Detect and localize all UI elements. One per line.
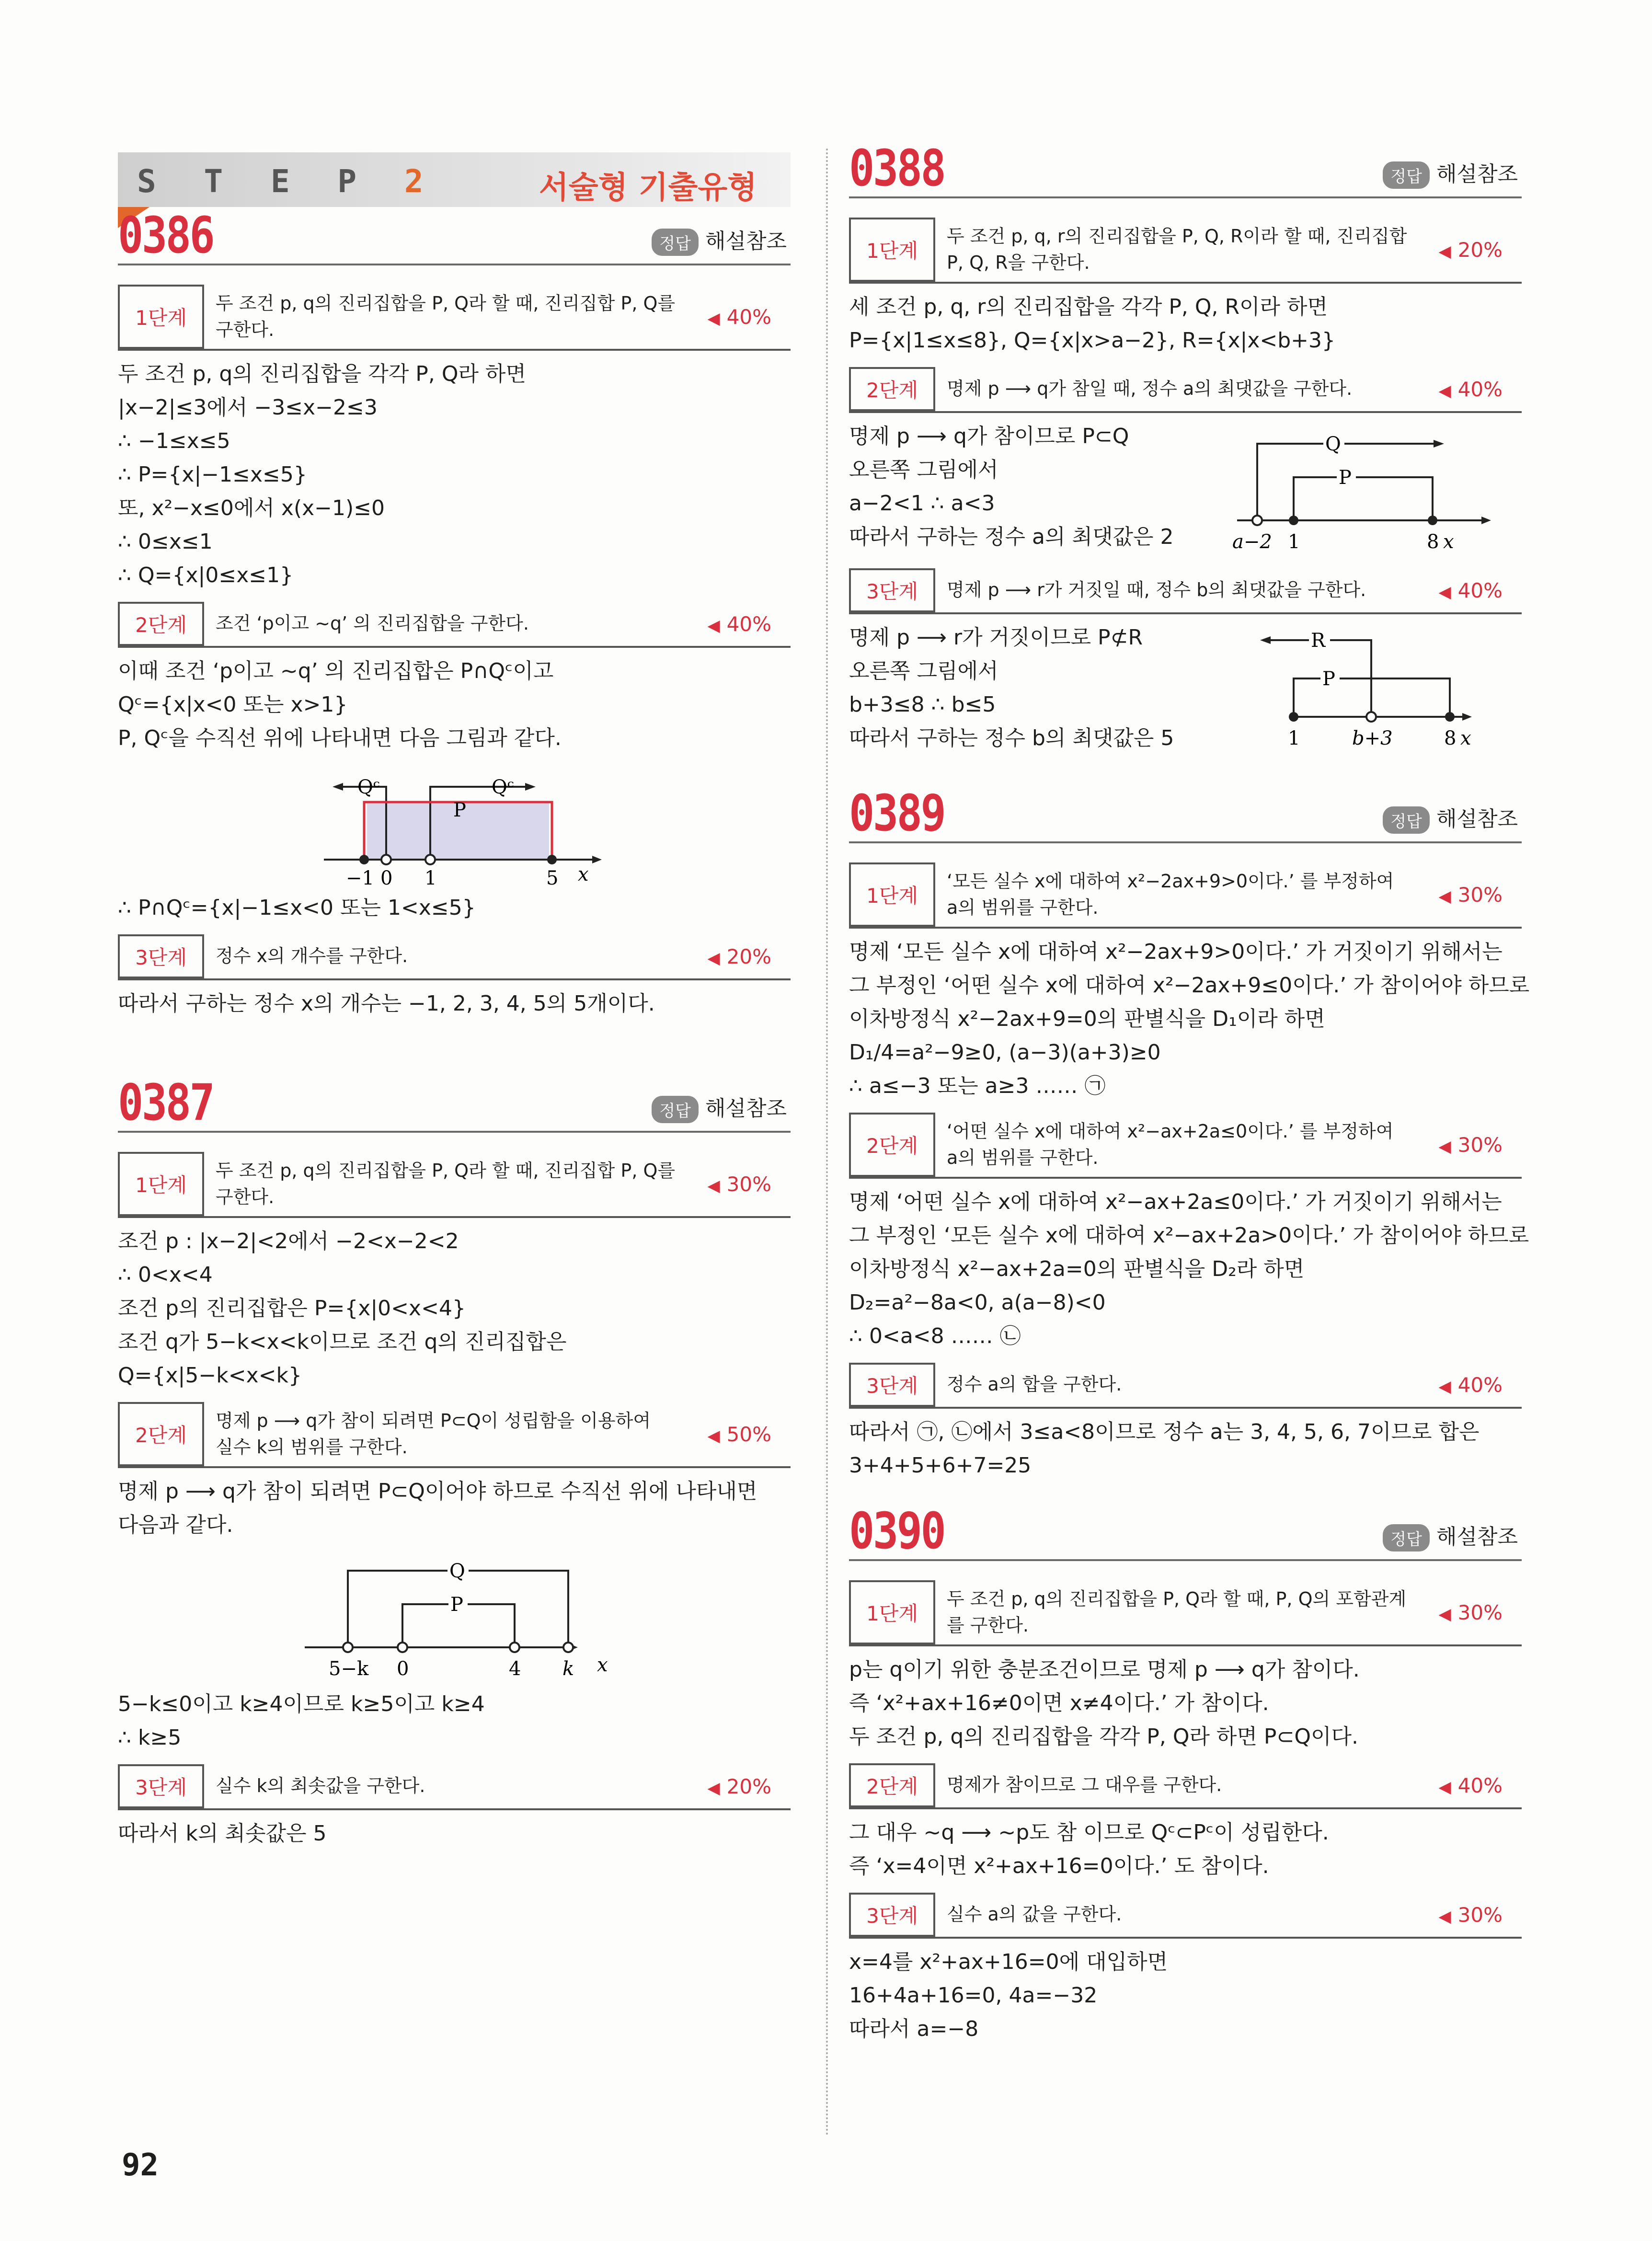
stage-percent: 20% bbox=[1457, 238, 1503, 262]
stage-3 bbox=[849, 568, 1522, 614]
text-line: ∴ 0≤x≤1 bbox=[118, 529, 213, 554]
stage-2 bbox=[849, 1113, 1522, 1179]
answer-badge: 정답 bbox=[1383, 1524, 1430, 1551]
stage-tag: 1단계 bbox=[849, 1580, 935, 1644]
text-line: ∴ Q={x|0≤x≤1} bbox=[118, 563, 294, 587]
text-line: ∴ P={x|−1≤x≤5} bbox=[118, 462, 307, 487]
point-0 bbox=[398, 1643, 407, 1652]
stage-3 bbox=[849, 1893, 1522, 1939]
stage-percent: 30% bbox=[1457, 1133, 1503, 1157]
stage-tag: 3단계 bbox=[118, 1764, 204, 1808]
text-line: P={x|1≤x≤8}, Q={x|x>a−2}, R={x|x<b+3} bbox=[849, 328, 1336, 353]
problem-number: 0387 bbox=[118, 1073, 214, 1132]
q-arrow bbox=[1434, 440, 1444, 448]
text-line: ∴ −1≤x≤5 bbox=[118, 429, 230, 453]
axis-label: x bbox=[1460, 727, 1471, 749]
stage-tag: 3단계 bbox=[849, 1363, 935, 1407]
point-4 bbox=[510, 1643, 519, 1652]
stage-desc: a의 범위를 구한다. bbox=[947, 1147, 1099, 1168]
stage-percent: 40% bbox=[1457, 377, 1503, 401]
stage-tag: 1단계 bbox=[849, 862, 935, 927]
label-q: Q bbox=[449, 1560, 465, 1582]
axis-label: x bbox=[1443, 531, 1454, 553]
text-line: 5−k≤0이고 k≥4이므로 k≥5이고 k≥4 bbox=[118, 1692, 485, 1716]
problem-header-0389 bbox=[849, 784, 1522, 843]
text-line: ∴ k≥5 bbox=[118, 1725, 182, 1750]
text-line: 오른쪽 그림에서 bbox=[849, 458, 998, 482]
answer-badge: 정답 bbox=[1383, 161, 1430, 189]
text-line: 이차방정식 x²−2ax+9=0의 판별식을 D₁이라 하면 bbox=[849, 1007, 1325, 1031]
text-line: 조건 p : |x−2|<2에서 −2<x−2<2 bbox=[118, 1229, 459, 1253]
point-a-2 bbox=[1252, 516, 1262, 525]
column-divider bbox=[826, 149, 828, 2137]
tick-label: 1 bbox=[424, 867, 437, 889]
pointer-icon: ◀ bbox=[1438, 1137, 1451, 1156]
tick-label: b+3 bbox=[1352, 727, 1393, 749]
text-line: 오른쪽 그림에서 bbox=[849, 659, 998, 683]
step-banner bbox=[118, 152, 791, 207]
stage-desc: 실수 a의 값을 구한다. bbox=[947, 1904, 1122, 1925]
label-p: P bbox=[450, 1594, 463, 1616]
stage-3 bbox=[118, 1764, 791, 1810]
pointer-icon: ◀ bbox=[707, 1426, 720, 1446]
stage-desc: 두 조건 p, q의 진리집합을 P, Q라 할 때, 진리집합 P, Q를 bbox=[216, 1160, 676, 1181]
label-qc: Qᶜ bbox=[492, 776, 514, 798]
stage-tag: 3단계 bbox=[118, 934, 204, 978]
text-line: 3+4+5+6+7=25 bbox=[849, 1453, 1032, 1478]
text-line: 두 조건 p, q의 진리집합을 각각 P, Q라 하면 bbox=[118, 362, 526, 386]
stage-desc: 실수 k의 범위를 구한다. bbox=[216, 1437, 408, 1458]
right-column bbox=[849, 139, 1530, 2046]
problem-number: 0386 bbox=[118, 206, 214, 264]
stage-desc: 두 조건 p, q, r의 진리집합을 P, Q, R이라 할 때, 진리집합 bbox=[947, 225, 1407, 247]
label-q: Q bbox=[1325, 433, 1341, 455]
number-line-0386 bbox=[118, 755, 791, 889]
text-line: 두 조건 p, q의 진리집합을 각각 P, Q라 하면 P⊂Q이다. bbox=[849, 1724, 1358, 1749]
pointer-icon: ◀ bbox=[707, 1176, 720, 1195]
stage-tag: 2단계 bbox=[849, 1763, 935, 1807]
pointer-icon: ◀ bbox=[1438, 1907, 1451, 1926]
point-b+3 bbox=[1366, 712, 1376, 722]
qc-right-arrow bbox=[525, 783, 536, 791]
stage-desc: a의 범위를 구한다. bbox=[947, 897, 1099, 918]
text-line: ∴ 0<x<4 bbox=[118, 1263, 213, 1287]
text-line: 따라서 ㉠, ㉡에서 3≤a<8이므로 정수 a는 3, 4, 5, 6, 7이므로 합은 bbox=[849, 1420, 1480, 1444]
number-line-0388-q bbox=[1232, 420, 1520, 559]
label-p: P bbox=[1322, 668, 1335, 690]
pointer-icon: ◀ bbox=[1438, 381, 1451, 401]
point-5 bbox=[547, 855, 557, 864]
stage-desc: 두 조건 p, q의 진리집합을 P, Q라 할 때, 진리집합 P, Q를 bbox=[216, 292, 676, 314]
stage-2 bbox=[849, 367, 1522, 413]
tick-label: 1 bbox=[1288, 727, 1300, 749]
stage-desc: 조건 ‘p이고 ~q’ 의 진리집합을 구한다. bbox=[216, 613, 529, 634]
text-line: 이때 조건 ‘p이고 ~q’ 의 진리집합은 P∩Qᶜ이고 bbox=[118, 659, 554, 683]
point-8 bbox=[1428, 516, 1437, 525]
stage-percent: 30% bbox=[726, 1172, 771, 1196]
left-column bbox=[118, 206, 791, 1850]
point-0 bbox=[381, 855, 391, 864]
text-line: 즉 ‘x²+ax+16≠0이면 x≠4이다.’ 가 참이다. bbox=[849, 1691, 1269, 1715]
text-line: ∴ a≤−3 또는 a≥3 …… ㉠ bbox=[849, 1074, 1106, 1098]
text-line: 16+4a+16=0, 4a=−32 bbox=[849, 1983, 1098, 2008]
tick-label: 5−k bbox=[329, 1658, 369, 1680]
stage-tag: 2단계 bbox=[118, 1402, 204, 1466]
stage-3 bbox=[849, 1363, 1522, 1409]
solution-lines bbox=[118, 357, 791, 592]
stage-percent: 50% bbox=[726, 1422, 771, 1446]
stage-1 bbox=[849, 1580, 1522, 1646]
text-line: 따라서 구하는 정수 a의 최댓값은 2 bbox=[849, 525, 1174, 549]
pointer-icon: ◀ bbox=[1438, 1604, 1451, 1624]
answer-ref: 해설참조 bbox=[1436, 161, 1518, 186]
answer-badge: 정답 bbox=[652, 1096, 699, 1123]
tick-label: 1 bbox=[1288, 531, 1300, 553]
stage-desc: 명제가 참이므로 그 대우를 구한다. bbox=[947, 1774, 1222, 1796]
point-8 bbox=[1445, 712, 1455, 722]
stage-desc: 명제 p ⟶ q가 참일 때, 정수 a의 최댓값을 구한다. bbox=[947, 378, 1353, 400]
axis-arrow bbox=[592, 856, 602, 863]
number-line-0387 bbox=[118, 1542, 791, 1686]
text-line: D₁/4=a²−9≥0, (a−3)(a+3)≥0 bbox=[849, 1040, 1161, 1065]
stage-tag: 1단계 bbox=[118, 285, 204, 349]
point-minus1 bbox=[359, 855, 369, 864]
stage-percent: 30% bbox=[1457, 1903, 1503, 1927]
text-line: b+3≤8 ∴ b≤5 bbox=[849, 692, 996, 717]
text-line: p는 q이기 위한 충분조건이므로 명제 p ⟶ q가 참이다. bbox=[849, 1657, 1360, 1682]
label-p: P bbox=[453, 799, 466, 821]
text-line: Q={x|5−k<x<k} bbox=[118, 1363, 302, 1388]
stage-1 bbox=[849, 862, 1522, 929]
point-1 bbox=[1289, 712, 1298, 722]
stage-desc: 정수 x의 개수를 구한다. bbox=[216, 945, 408, 967]
text-line: 따라서 a=−8 bbox=[849, 2017, 979, 2041]
pointer-icon: ◀ bbox=[707, 1778, 720, 1798]
text-line: 따라서 구하는 정수 b의 최댓값은 5 bbox=[849, 726, 1174, 750]
stage-3 bbox=[118, 934, 791, 980]
pointer-icon: ◀ bbox=[707, 616, 720, 635]
pointer-icon: ◀ bbox=[1438, 1377, 1451, 1396]
text-line: 명제 p ⟶ q가 참이 되려면 P⊂Q이어야 하므로 수직선 위에 나타내면 bbox=[118, 1479, 757, 1504]
tick-label: 0 bbox=[380, 867, 393, 889]
stage-tag: 2단계 bbox=[118, 602, 204, 646]
text-line: 이차방정식 x²−ax+2a=0의 판별식을 D₂라 하면 bbox=[849, 1257, 1305, 1281]
stage-percent: 20% bbox=[726, 1774, 771, 1798]
stage-percent: 40% bbox=[1457, 1373, 1503, 1397]
text-line: x=4를 x²+ax+16=0에 대입하면 bbox=[849, 1950, 1168, 1974]
point-k bbox=[563, 1643, 573, 1652]
pointer-icon: ◀ bbox=[1438, 241, 1451, 261]
text-line: |x−2|≤3에서 −3≤x−2≤3 bbox=[118, 395, 378, 420]
stage-percent: 40% bbox=[726, 305, 771, 329]
stage-desc: 명제 p ⟶ q가 참이 되려면 P⊂Q이 성립함을 이용하여 bbox=[216, 1410, 651, 1431]
tick-label: 4 bbox=[509, 1658, 521, 1680]
text-line: 그 부정인 ‘어떤 실수 x에 대하여 x²−2ax+9≤0이다.’ 가 참이어야 하므로 bbox=[849, 973, 1530, 998]
tick-label: k bbox=[562, 1658, 574, 1680]
r-arrow bbox=[1260, 636, 1271, 644]
text-line: 다음과 같다. bbox=[118, 1513, 233, 1537]
answer-ref: 해설참조 bbox=[1436, 1524, 1518, 1549]
text-line: 그 부정인 ‘모든 실수 x에 대하여 x²−ax+2a>0이다.’ 가 참이어야 하므로 bbox=[849, 1223, 1529, 1248]
stage-desc: 를 구한다. bbox=[947, 1615, 1029, 1636]
text-line: 조건 q가 5−k<x<k이므로 조건 q의 진리집합은 bbox=[118, 1330, 567, 1354]
number-line-0388-r bbox=[1251, 621, 1520, 760]
answer-ref: 해설참조 bbox=[705, 1096, 787, 1121]
axis-label: x bbox=[578, 863, 589, 885]
stage-desc: 구한다. bbox=[216, 319, 275, 340]
pointer-icon: ◀ bbox=[707, 309, 720, 328]
problem-number: 0388 bbox=[849, 139, 945, 197]
label-p: P bbox=[1339, 467, 1352, 489]
stage-percent: 30% bbox=[1457, 883, 1503, 907]
text-line: 명제 p ⟶ q가 참이므로 P⊂Q bbox=[849, 424, 1129, 448]
axis-arrow bbox=[1481, 517, 1491, 524]
p-bracket bbox=[1294, 477, 1433, 520]
text-line: D₂=a²−8a<0, a(a−8)<0 bbox=[849, 1290, 1106, 1315]
text-line: 명제 p ⟶ r가 거짓이므로 P⊄R bbox=[849, 625, 1143, 650]
stage-desc: 두 조건 p, q의 진리집합을 P, Q라 할 때, P, Q의 포함관계 bbox=[947, 1588, 1407, 1609]
step-title: 서술형 기출유형 bbox=[539, 170, 757, 206]
stage-percent: 30% bbox=[1457, 1600, 1503, 1624]
stage-desc: 실수 k의 최솟값을 구한다. bbox=[216, 1775, 425, 1797]
stage-1 bbox=[118, 1152, 791, 1218]
stage-tag: 1단계 bbox=[118, 1152, 204, 1216]
text-line: 따라서 구하는 정수 x의 개수는 −1, 2, 3, 4, 5의 5개이다. bbox=[118, 991, 655, 1016]
pointer-icon: ◀ bbox=[1438, 886, 1451, 906]
tick-label: 0 bbox=[397, 1658, 409, 1680]
axis-label: x bbox=[597, 1654, 608, 1676]
stage-tag: 2단계 bbox=[849, 367, 935, 411]
text-line: P, Qᶜ을 수직선 위에 나타내면 다음 그림과 같다. bbox=[118, 726, 562, 750]
text-line: 세 조건 p, q, r의 진리집합을 각각 P, Q, R이라 하면 bbox=[849, 295, 1328, 319]
answer-badge: 정답 bbox=[652, 229, 699, 256]
stage-1 bbox=[118, 285, 791, 351]
pointer-icon: ◀ bbox=[1438, 582, 1451, 602]
step-label: S T E P bbox=[137, 163, 371, 200]
stage-percent: 40% bbox=[1457, 578, 1503, 602]
stage-1 bbox=[849, 218, 1522, 284]
stage-tag: 1단계 bbox=[849, 218, 935, 282]
tick-label: 8 bbox=[1444, 727, 1457, 749]
stage-desc: 구한다. bbox=[216, 1186, 275, 1207]
stage-2 bbox=[849, 1763, 1522, 1809]
stage-tag: 3단계 bbox=[849, 1893, 935, 1937]
stage-tag: 3단계 bbox=[849, 568, 935, 612]
text-line: 따라서 k의 최솟값은 5 bbox=[118, 1821, 327, 1846]
stage-desc: 정수 a의 합을 구한다. bbox=[947, 1374, 1122, 1395]
text-line: 명제 ‘어떤 실수 x에 대하여 x²−ax+2a≤0이다.’ 가 거짓이기 위해서는 bbox=[849, 1190, 1502, 1214]
problem-header-0390 bbox=[849, 1502, 1522, 1561]
problem-number: 0390 bbox=[849, 1502, 945, 1560]
problem-header-0386 bbox=[118, 206, 791, 265]
stage-percent: 40% bbox=[1457, 1773, 1503, 1797]
point-1 bbox=[425, 855, 435, 864]
text-line: ∴ 0<a<8 …… ㉡ bbox=[849, 1324, 1021, 1348]
step-number: 2 bbox=[404, 163, 438, 200]
stage-percent: 40% bbox=[726, 612, 771, 636]
stage-tag: 2단계 bbox=[849, 1113, 935, 1177]
tick-label: −1 bbox=[346, 867, 374, 889]
pointer-icon: ◀ bbox=[1438, 1777, 1451, 1797]
answer-ref: 해설참조 bbox=[1436, 806, 1518, 831]
tick-label: 8 bbox=[1427, 531, 1439, 553]
text-line: a−2<1 ∴ a<3 bbox=[849, 491, 995, 516]
tick-label: a−2 bbox=[1232, 531, 1272, 553]
axis-arrow bbox=[1462, 713, 1472, 721]
problem-header-0388 bbox=[849, 139, 1522, 198]
stage-desc: ‘어떤 실수 x에 대하여 x²−ax+2a≤0이다.’ 를 부정하여 bbox=[947, 1120, 1394, 1142]
problem-number: 0389 bbox=[849, 784, 945, 842]
text-line: 조건 p의 진리집합은 P={x|0<x<4} bbox=[118, 1296, 466, 1321]
qc-left-arrow bbox=[333, 783, 343, 791]
page-number: 92 bbox=[122, 2148, 159, 2183]
text-line: 그 대우 ~q ⟶ ~p도 참 이므로 Qᶜ⊂Pᶜ이 성립한다. bbox=[849, 1820, 1329, 1845]
pointer-icon: ◀ bbox=[707, 948, 720, 968]
stage-desc: ‘모든 실수 x에 대하여 x²−2ax+9>0이다.’ 를 부정하여 bbox=[947, 870, 1394, 892]
label-r: R bbox=[1311, 630, 1326, 652]
answer-ref: 해설참조 bbox=[705, 229, 787, 253]
text-line: 즉 ‘x=4이면 x²+ax+16=0이다.’ 도 참이다. bbox=[849, 1854, 1269, 1878]
stage-desc: 명제 p ⟶ r가 거짓일 때, 정수 b의 최댓값을 구한다. bbox=[947, 579, 1366, 601]
stage-2 bbox=[118, 1402, 791, 1468]
tick-label: 5 bbox=[546, 867, 559, 889]
point-5-k bbox=[343, 1643, 353, 1652]
text-line: 명제 ‘모든 실수 x에 대하여 x²−2ax+9>0이다.’ 가 거짓이기 위해서는 bbox=[849, 940, 1503, 964]
label-qc: Qᶜ bbox=[357, 776, 380, 798]
answer-badge: 정답 bbox=[1383, 806, 1430, 834]
text-line: 또, x²−x≤0에서 x(x−1)≤0 bbox=[118, 496, 385, 520]
problem-header-0387 bbox=[118, 1073, 791, 1133]
point-1 bbox=[1289, 516, 1298, 525]
stage-percent: 20% bbox=[726, 944, 771, 968]
text-line: ∴ P∩Qᶜ={x|−1≤x<0 또는 1<x≤5} bbox=[118, 896, 476, 920]
stage-2 bbox=[118, 602, 791, 648]
stage-desc: P, Q, R을 구한다. bbox=[947, 252, 1090, 273]
text-line: Qᶜ={x|x<0 또는 x>1} bbox=[118, 692, 348, 717]
